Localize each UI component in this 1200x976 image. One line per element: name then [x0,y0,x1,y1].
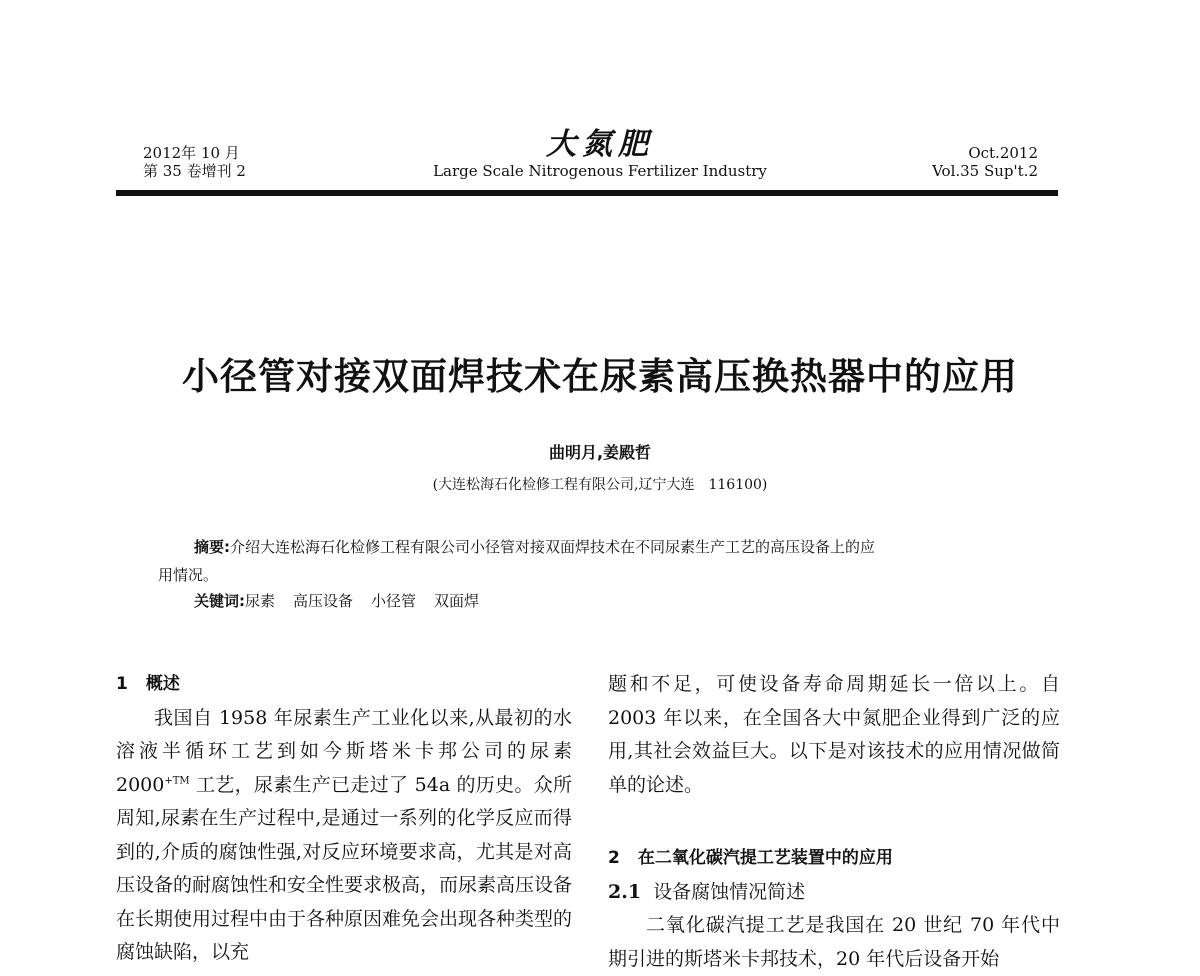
left-column [116,668,572,970]
abstract-label: 摘要: [194,538,230,556]
article-authors: 曲明月,姜殿哲 [548,443,652,462]
subsection-title: 设备腐蚀情况简述 [653,880,806,903]
section-title: 在二氧化碳汽提工艺装置中的应用 [637,848,893,868]
paragraph [116,702,572,970]
journal-masthead [400,128,800,180]
header-rule [116,190,1058,196]
subsection-number: 2.1 [608,880,642,903]
right-column [608,668,1060,976]
header-issue-en [932,144,1038,180]
section-number: 1 [116,674,128,694]
abstract-line-2: 用情况。 [158,566,219,584]
abstract-line [158,533,1038,561]
section-number: 2 [608,848,620,868]
article-affiliation: (大连松海石化检修工程有限公司,辽宁大连 116100) [432,477,768,493]
journal-logo: 大氮肥 [546,127,654,162]
paragraph-continued: 题和不足，可使设备寿命周期延长一倍以上。自 2003 年以来，在全国各大中氮肥企业得到广泛的应用,其社会效益巨大。以下是对该技术的应用情况做简单的论述。 [608,673,1060,796]
keyword: 高压设备 [293,592,354,610]
header-volume-en: Vol.35 Sup't.2 [932,162,1038,180]
header-date-en: Oct.2012 [968,144,1038,162]
abstract [158,533,1038,589]
paragraph-text-cont: 工艺，尿素生产已走过了 54a 的历史。众所周知,尿素在生产过程中,是通过一系列的化学反应而得到的,介质的腐蚀性强,对反应环境要求高，尤其是对高压设备的耐腐蚀性和安全性要求极高，而尿素高压设备在长期使用过程中由于各种原因难免会出现各种类型的腐蚀缺陷，以充 [116,773,573,963]
section-heading-2 [608,842,1060,876]
keyword: 小径管 [371,592,417,610]
header-volume: 第 35 卷增刊 2 [143,162,246,180]
abstract-text: 介绍大连松海石化检修工程有限公司小径管对接双面焊技术在不同尿素生产工艺的高压设备上的应 [230,538,876,556]
section-heading-1 [116,668,572,702]
paragraph-text: 我国自 1958 年尿素生产工业化以来,从最初的水溶液半循环工艺到如今斯塔米卡邦公司的尿素 2000 [116,706,572,796]
keywords [194,590,497,611]
header-issue-date [143,144,246,180]
keyword: 尿素 [245,592,276,610]
trademark-superscript: +TM [164,775,190,787]
keywords-label: 关键词: [194,592,245,610]
article-title: 小径管对接双面焊技术在尿素高压换热器中的应用 [182,355,1018,398]
subsection-heading [608,876,1060,910]
journal-name-english: Large Scale Nitrogenous Fertilizer Industry [433,162,767,180]
header-date: 2012年 10 月 [143,144,240,162]
paragraph: 二氧化碳汽提工艺是我国在 20 世纪 70 年代中期引进的斯塔米卡邦技术，20 年代后设备开始 [608,914,1060,970]
keyword: 双面焊 [434,592,480,610]
section-title: 概述 [145,674,180,694]
